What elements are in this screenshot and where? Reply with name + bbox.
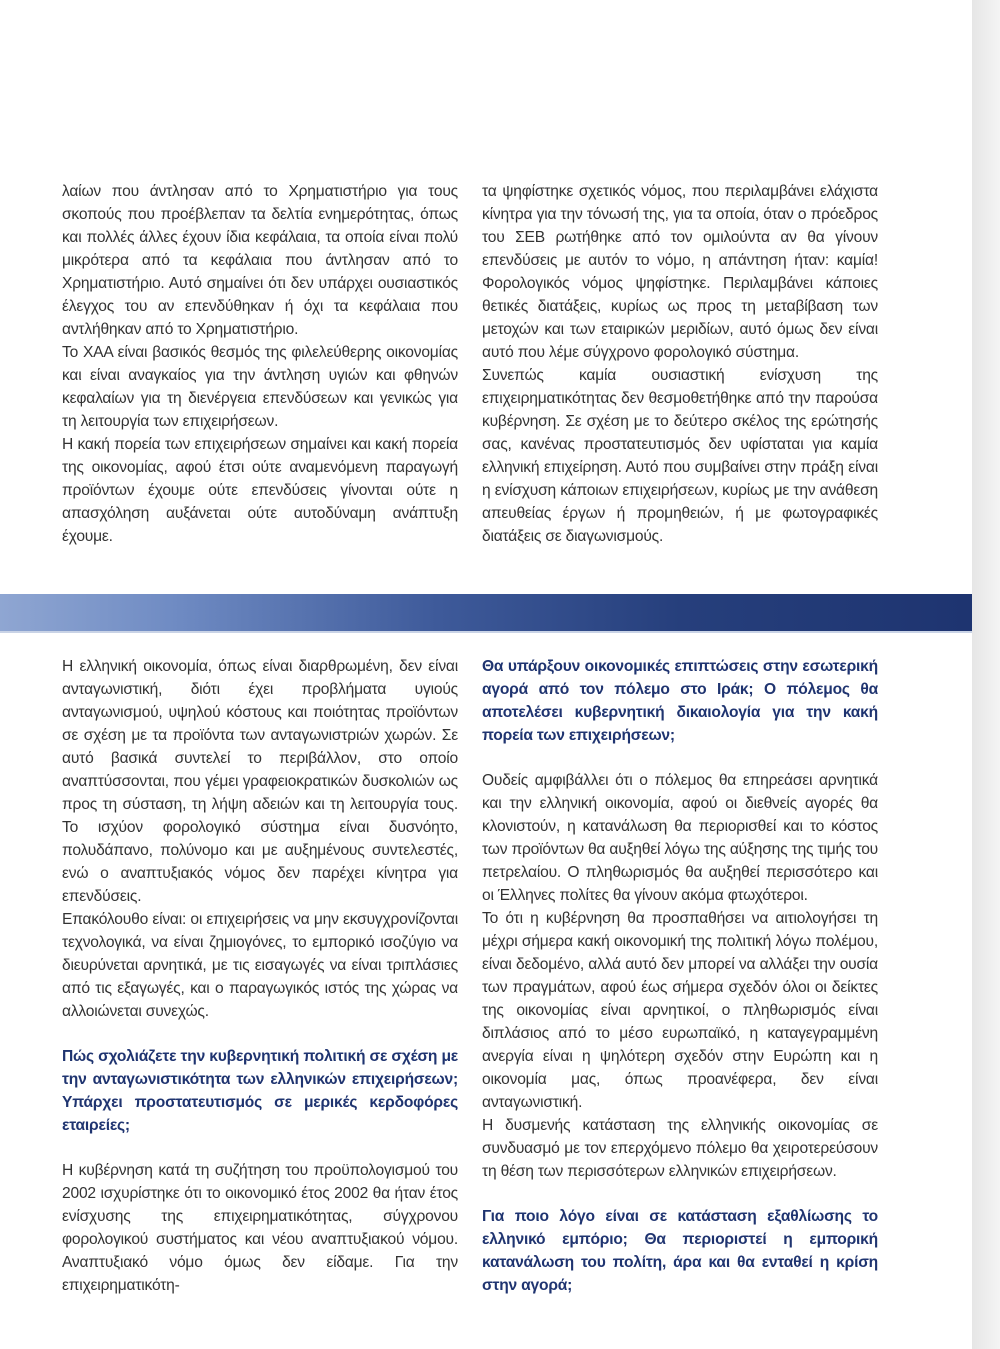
paragraph: Συνεπώς καμία ουσιαστική ενίσχυση της επιχειρηματικότητας δεν θεσμοθετήθηκε από την παρούσα κυβέρνηση. Σε σχέση με το δεύτερο σκέλος της ερώτησής σας, κανένας προστατευτισμός δεν υφίσταται για καμία ελληνική επιχείρηση. Αυτό που συμβαίνει στην πράξη είναι η ενίσχυση κάποιων επιχειρήσεων, κυρίως με την ανάθεση απευθείας έργων ή προμηθειών, ή με φωτογραφικές διατάξεις σε διαγωνισμούς. [482, 367, 878, 545]
interview-question: Θα υπάρξουν οικονομικές επιπτώσεις στην εσωτερική αγορά από τον πόλεμο στο Ιράκ; Ο πόλεμος θα αποτελέσει κυβερνητική δικαιολογία για την κακή πορεία των επιχειρήσεων; [482, 658, 878, 744]
paragraph: τα ψηφίστηκε σχετικός νόμος, που περιλαμβάνει ελάχιστα κίνητρα για την τόνωσή της, για τα οποία, όταν ο πρόεδρος του ΣΕΒ ρωτήθηκε από τον ομιλούντα αν θα γίνουν επενδύσεις με αυτόν το νόμο, η απάντηση ήταν: καμία! Φορολογικός νόμος ψηφίστηκε. Περιλαμβάνει κάποιες θετικές διατάξεις, κυρίως ως προς τη μεταβίβαση των μετοχών και των εταιρικών μεριδίων, αυτό όμως δεν είναι αυτό που λέμε σύγχρονο φορολογικό σύστημα. [482, 183, 878, 361]
bottom-left-column [62, 655, 458, 1297]
paragraph: Το ΧΑΑ είναι βασικός θεσμός της φιλελεύθερης οικονομίας και είναι αναγκαίος για την άντληση υγιών και φθηνών κεφαλαίων για τη διενέργεια επενδύσεων και γενικώς για τη λειτουργία των επιχειρήσεων. [62, 344, 458, 430]
interview-question: Πώς σχολιάζετε την κυβερνητική πολιτική σε σχέση με την ανταγωνιστικότητα των ελληνικών επιχειρήσεων; Υπάρχει προστατευτισμός σε μερικές κερδοφόρες εταιρείες; [62, 1048, 458, 1134]
paragraph: λαίων που άντλησαν από το Χρηματιστήριο για τους σκοπούς που προέβλεπαν τα δελτία ενημερότητας, όπως και πολλές άλλες έχουν ίδια κεφάλαια, τα οποία είναι πολύ μικρότερα από τα κεφάλαια που άντλησαν από το Χρηματιστήριο. Αυτό σημαίνει ότι δεν υπάρχει ουσιαστικός έλεγχος του αν επενδύθηκαν ή όχι τα κεφάλαια που αντλήθηκαν από το Χρηματιστήριο. [62, 183, 458, 338]
page-edge [972, 0, 1000, 1349]
bottom-right-column [482, 655, 878, 1297]
paragraph: Η κακή πορεία των επιχειρήσεων σημαίνει και κακή πορεία της οικονομίας, αφού έτσι ούτε αναμενόμενη παραγωγή προϊόντων έχουμε ούτε επενδύσεις γίνονται ούτε η απασχόληση αυξάνεται ούτε αυτοδύναμη ανάπτυξη έχουμε. [62, 436, 458, 545]
top-right-column [482, 180, 878, 548]
paragraph: Η κυβέρνηση κατά τη συζήτηση του προϋπολογισμού του 2002 ισχυρίστηκε ότι το οικονομικό έτος 2002 θα ήταν έτος ενίσχυσης της επιχειρηματικότητας, σύγχρονου φορολογικού συστήματος και νέου αναπτυξιακού νόμου. Αναπτυξιακό νόμο όμως δεν είδαμε. Για την επιχειρηματικότη- [62, 1162, 458, 1294]
paragraph: Η δυσμενής κατάσταση της ελληνικής οικονομίας σε συνδυασμό με τον επερχόμενο πόλεμο θα χειροτερεύσουν τη θέση των περισσότερων ελληνικών επιχειρήσεων. [482, 1117, 878, 1180]
blue-divider-band [0, 594, 972, 631]
top-left-column [62, 180, 458, 548]
paragraph: Ουδείς αμφιβάλλει ότι ο πόλεμος θα επηρεάσει αρνητικά και την ελληνική οικονομία, αφού οι διεθνείς αγορές θα κλονιστούν, η κατανάλωση θα περιορισθεί και το κόστος των προϊόντων θα αυξηθεί λόγω της αύξησης της τιμής του πετρελαίου. Ο πληθωρισμός θα αυξηθεί περισσότερο και οι Έλληνες πολίτες θα γίνουν ακόμα φτωχότεροι. [482, 772, 878, 904]
paragraph: Η ελληνική οικονομία, όπως είναι διαρθρωμένη, δεν είναι ανταγωνιστική, διότι έχει προβλήματα υγιούς ανταγωνισμού, υψηλού κόστους και ποιότητας προϊόντων σε σχέση με τα προϊόντα των ανταγωνιστριών χωρών. Σε αυτό βασικά συντελεί το περιβάλλον, στο οποίο αναπτύσσονται, που γέμει γραφειοκρατικών δυσκολιών ως προς τη σύσταση, τη λήψη αδειών και τη λειτουργία τους. Το ισχύον φορολογικό σύστημα είναι δυσνόητο, πολυδάπανο, πολύνομο και με αυξημένους συντελεστές, ενώ ο αναπτυξιακός νόμος δεν παρέχει κίνητρα για επενδύσεις. [62, 658, 458, 905]
paragraph: Το ότι η κυβέρνηση θα προσπαθήσει να αιτιολογήσει τη μέχρι σήμερα κακή οικονομική της πολιτική λόγω πολέμου, είναι δεδομένο, αλλά αυτό δεν μπορεί να αλλάξει την ουσία των πραγμάτων, αφού έως σήμερα σχεδόν όλοι οι δείκτες της οικονομίας είναι αρνητικοί, ο πληθωρισμός είναι διπλάσιος από το μέσο ευρωπαϊκό, η καταγεγραμμένη ανεργία είναι η ψηλότερη σχεδόν στην Ευρώπη και η οικονομία μας, όπως προανέφερα, δεν είναι ανταγωνιστική. [482, 910, 878, 1111]
divider-line [0, 631, 972, 633]
paragraph: Επακόλουθο είναι: οι επιχειρήσεις να μην εκσυγχρονίζονται τεχνολογικά, να είναι ζημιογόνες, το εμπορικό ισοζύγιο να διευρύνεται αρνητικά, με τις εισαγωγές να είναι τριπλάσιες από τις εξαγωγές, και ο παραγωγικός ιστός της χώρας να αλλοιώνεται συνεχώς. [62, 911, 458, 1020]
interview-question: Για ποιο λόγο είναι σε κατάσταση εξαθλίωσης το ελληνικό εμπόριο; Θα περιοριστεί η εμπορική κατανάλωση του πολίτη, άρα και θα ενταθεί η κρίση στην αγορά; [482, 1208, 878, 1294]
